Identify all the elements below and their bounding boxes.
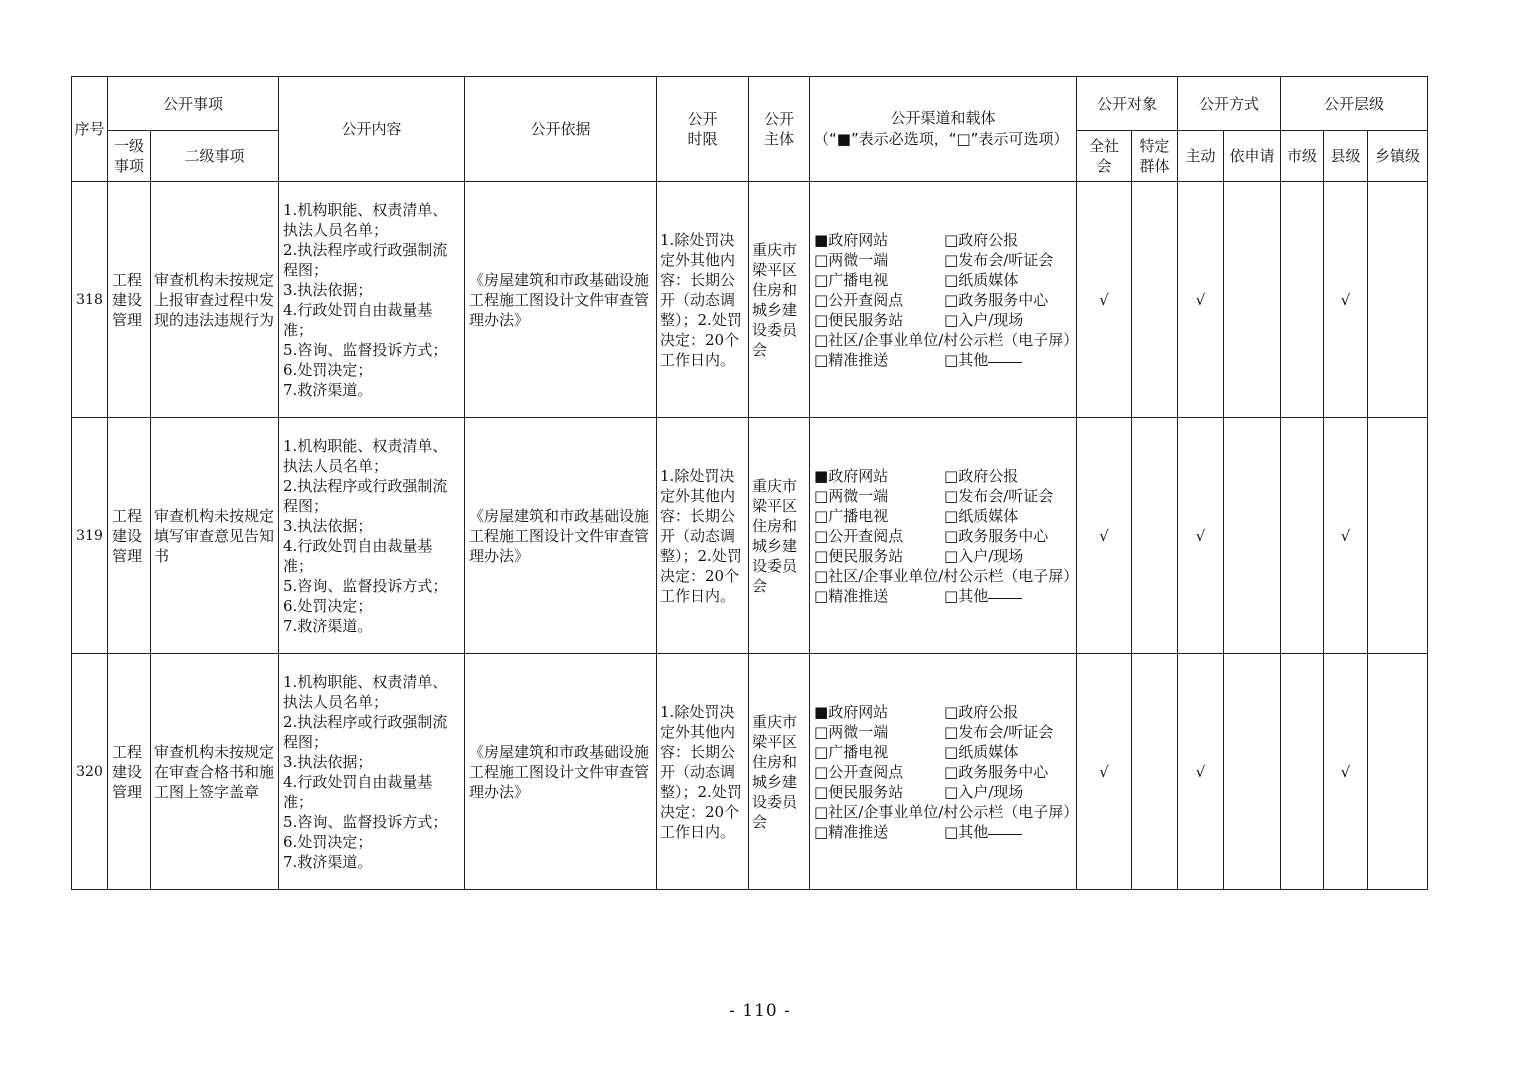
channel-line	[814, 290, 1072, 310]
channel-option: ■政府网站	[814, 702, 889, 721]
channel-option: □其他	[944, 822, 989, 841]
content-item: 7.救济渠道。	[283, 616, 373, 635]
content-item: 2.执法程序或行政强制流程图；	[283, 712, 448, 751]
channel-option: □便民服务站	[814, 546, 904, 565]
cell-level-city	[1281, 182, 1324, 418]
header-seq: 序号	[72, 77, 108, 182]
channel-option: □政务服务中心	[944, 290, 1049, 309]
content-item: 7.救济渠道。	[283, 852, 373, 871]
channel-option: □精准推送	[814, 586, 889, 605]
content-item: 3.执法依据；	[283, 752, 373, 771]
content-item: 4.行政处罚自由裁量基准；	[283, 536, 433, 575]
channel-option: □纸质媒体	[944, 742, 1019, 761]
header-channel	[810, 77, 1077, 182]
channel-option: □广播电视	[814, 506, 889, 525]
cell-method-request	[1224, 418, 1281, 654]
cell-level-county: √	[1324, 182, 1368, 418]
channel-line	[814, 802, 1079, 822]
channel-line	[814, 250, 1072, 270]
channel-option: □政府公报	[944, 466, 1019, 485]
channel-option: □政务服务中心	[944, 526, 1049, 545]
channel-option: □公开查阅点	[814, 762, 904, 781]
channel-option: □其他	[944, 586, 989, 605]
header-level-town: 乡镇级	[1368, 131, 1428, 182]
content-item: 7.救济渠道。	[283, 380, 373, 399]
cell-method-active: √	[1178, 182, 1224, 418]
channel-line	[814, 310, 1072, 330]
cell-level1: 工程建设管理	[108, 418, 151, 654]
header-method-active: 主动	[1178, 131, 1224, 182]
cell-level-city	[1281, 654, 1324, 890]
header-channel-title: 公开渠道和载体	[890, 109, 996, 127]
channel-line	[814, 270, 1072, 290]
fill-in-underline	[988, 586, 1022, 599]
content-item: 6.处罚决定；	[283, 596, 373, 615]
channel-line	[814, 506, 1072, 526]
channel-option: □精准推送	[814, 822, 889, 841]
content-item: 4.行政处罚自由裁量基准；	[283, 300, 433, 339]
content-item: 1.机构职能、权责清单、执法人员名单；	[283, 672, 448, 711]
header-level-county: 县级	[1324, 131, 1368, 182]
table-row	[72, 182, 1428, 418]
content-item: 1.机构职能、权责清单、执法人员名单；	[283, 200, 448, 239]
cell-basis: 《房屋建筑和市政基础设施工程施工图设计文件审查管理办法》	[465, 418, 657, 654]
content-item: 3.执法依据；	[283, 280, 373, 299]
page-number: - 110 -	[729, 1001, 791, 1021]
fill-in-underline	[988, 350, 1022, 363]
channel-option: □便民服务站	[814, 310, 904, 329]
table-row	[72, 654, 1428, 890]
cell-level2: 审查机构未按规定上报审查过程中发现的违法违规行为	[151, 182, 279, 418]
channel-line	[814, 782, 1072, 802]
cell-audience-all: √	[1077, 418, 1132, 654]
header-audience-all: 全社会	[1077, 131, 1132, 182]
channel-option: □社区/企事业单位/村公示栏（电子屏）	[814, 566, 1079, 585]
disclosure-table	[71, 76, 1428, 890]
content-item: 1.机构职能、权责清单、执法人员名单；	[283, 436, 448, 475]
channel-option: □发布会/听证会	[944, 722, 1054, 741]
channel-option: □公开查阅点	[814, 290, 904, 309]
cell-level-county: √	[1324, 418, 1368, 654]
header-basis: 公开依据	[465, 77, 657, 182]
channel-line	[814, 702, 1072, 722]
header-method: 公开方式	[1178, 77, 1281, 131]
channel-option: ■政府网站	[814, 230, 889, 249]
header-method-request: 依申请	[1224, 131, 1281, 182]
cell-seq: 318	[72, 182, 108, 418]
channel-option: □其他	[944, 350, 989, 369]
header-items: 公开事项	[108, 77, 279, 131]
header-level1: 一级事项	[108, 131, 151, 182]
channel-line	[814, 742, 1072, 762]
cell-audience-all: √	[1077, 654, 1132, 890]
channel-option: □社区/企事业单位/村公示栏（电子屏）	[814, 330, 1079, 349]
cell-deadline: 1.除处罚决定外其他内容：长期公开（动态调整）；2.处罚决定：20个工作日内。	[657, 182, 749, 418]
header-content: 公开内容	[279, 77, 465, 182]
fill-in-underline	[988, 822, 1022, 835]
cell-level2: 审查机构未按规定填写审查意见告知书	[151, 418, 279, 654]
header-channel-note: （“■”表示必选项，“□”表示可选项）	[814, 130, 1069, 148]
header-level: 公开层级	[1281, 77, 1428, 131]
channel-option: □入户/现场	[944, 546, 1024, 565]
channel-line	[814, 526, 1072, 546]
channel-line	[814, 350, 1072, 370]
content-item: 5.咨询、监督投诉方式；	[283, 576, 448, 595]
channel-option: □发布会/听证会	[944, 486, 1054, 505]
channel-line	[814, 486, 1072, 506]
channel-option: □入户/现场	[944, 310, 1024, 329]
cell-basis: 《房屋建筑和市政基础设施工程施工图设计文件审查管理办法》	[465, 654, 657, 890]
channel-option: □政府公报	[944, 702, 1019, 721]
cell-level1: 工程建设管理	[108, 654, 151, 890]
cell-method-active: √	[1178, 654, 1224, 890]
cell-level-city	[1281, 418, 1324, 654]
cell-content	[279, 654, 465, 890]
channel-line	[814, 546, 1072, 566]
channel-line	[814, 230, 1072, 250]
channel-line	[814, 330, 1079, 350]
channel-line	[814, 762, 1072, 782]
cell-level-town	[1368, 182, 1428, 418]
channel-option: □精准推送	[814, 350, 889, 369]
cell-subject: 重庆市梁平区住房和城乡建设委员会	[749, 182, 810, 418]
cell-content	[279, 182, 465, 418]
channel-line	[814, 722, 1072, 742]
channel-option: □入户/现场	[944, 782, 1024, 801]
content-item: 6.处罚决定；	[283, 360, 373, 379]
channel-option: □公开查阅点	[814, 526, 904, 545]
cell-method-active: √	[1178, 418, 1224, 654]
cell-audience-specific	[1132, 418, 1178, 654]
channel-option: □社区/企事业单位/村公示栏（电子屏）	[814, 802, 1079, 821]
cell-deadline: 1.除处罚决定外其他内容：长期公开（动态调整）；2.处罚决定：20个工作日内。	[657, 654, 749, 890]
cell-level1: 工程建设管理	[108, 182, 151, 418]
cell-channels	[810, 418, 1077, 654]
content-item: 2.执法程序或行政强制流程图；	[283, 476, 448, 515]
header-level-city: 市级	[1281, 131, 1324, 182]
cell-seq: 319	[72, 418, 108, 654]
cell-audience-specific	[1132, 182, 1178, 418]
channel-line	[814, 566, 1079, 586]
content-item: 5.咨询、监督投诉方式；	[283, 340, 448, 359]
cell-channels	[810, 654, 1077, 890]
cell-subject: 重庆市梁平区住房和城乡建设委员会	[749, 654, 810, 890]
cell-content	[279, 418, 465, 654]
channel-option: □广播电视	[814, 270, 889, 289]
channel-line	[814, 466, 1072, 486]
cell-audience-all: √	[1077, 182, 1132, 418]
channel-option: □发布会/听证会	[944, 250, 1054, 269]
channel-option: □政务服务中心	[944, 762, 1049, 781]
header-subject: 公开主体	[749, 77, 810, 182]
channel-option: □纸质媒体	[944, 270, 1019, 289]
cell-level-town	[1368, 418, 1428, 654]
header-level2: 二级事项	[151, 131, 279, 182]
cell-seq: 320	[72, 654, 108, 890]
content-item: 6.处罚决定；	[283, 832, 373, 851]
cell-audience-specific	[1132, 654, 1178, 890]
header-audience: 公开对象	[1077, 77, 1178, 131]
channel-line	[814, 822, 1072, 842]
channel-option: □两微一端	[814, 486, 889, 505]
content-item: 5.咨询、监督投诉方式；	[283, 812, 448, 831]
cell-level-town	[1368, 654, 1428, 890]
channel-option: □纸质媒体	[944, 506, 1019, 525]
cell-level-county: √	[1324, 654, 1368, 890]
cell-basis: 《房屋建筑和市政基础设施工程施工图设计文件审查管理办法》	[465, 182, 657, 418]
channel-option: □两微一端	[814, 722, 889, 741]
channel-option: ■政府网站	[814, 466, 889, 485]
header-row-1	[72, 77, 1428, 131]
cell-subject: 重庆市梁平区住房和城乡建设委员会	[749, 418, 810, 654]
channel-option: □广播电视	[814, 742, 889, 761]
cell-channels	[810, 182, 1077, 418]
cell-deadline: 1.除处罚决定外其他内容：长期公开（动态调整）；2.处罚决定：20个工作日内。	[657, 418, 749, 654]
content-item: 2.执法程序或行政强制流程图；	[283, 240, 448, 279]
channel-option: □两微一端	[814, 250, 889, 269]
content-item: 4.行政处罚自由裁量基准；	[283, 772, 433, 811]
header-audience-specific: 特定群体	[1132, 131, 1178, 182]
channel-option: □政府公报	[944, 230, 1019, 249]
channel-line	[814, 586, 1072, 606]
header-deadline: 公开时限	[657, 77, 749, 182]
cell-method-request	[1224, 182, 1281, 418]
content-item: 3.执法依据；	[283, 516, 373, 535]
table-row	[72, 418, 1428, 654]
cell-level2: 审查机构未按规定在审查合格书和施工图上签字盖章	[151, 654, 279, 890]
channel-option: □便民服务站	[814, 782, 904, 801]
cell-method-request	[1224, 654, 1281, 890]
